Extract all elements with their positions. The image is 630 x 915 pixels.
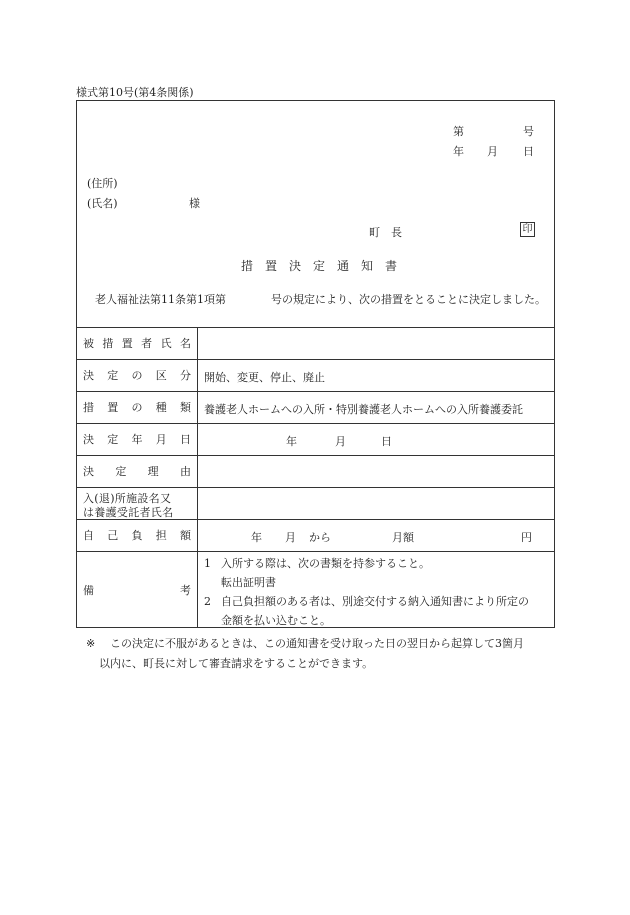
label-char: 定 [115, 465, 127, 478]
label-char: の [131, 369, 143, 382]
remarks-item [204, 573, 529, 592]
label-char: 決 [83, 433, 94, 446]
label-char: 措 [83, 401, 94, 414]
label-char: 月 [155, 433, 167, 446]
header-hi: 日 [523, 145, 534, 158]
name-label: (氏名) [87, 197, 118, 210]
label-char: 理 [147, 465, 159, 478]
label-char: 区 [155, 369, 167, 382]
body-text-start: 老人福祉法第11条第1項第 [95, 293, 226, 306]
label-char: 措 [102, 337, 114, 350]
label-char: の [131, 401, 143, 414]
remarks-num: 1 [204, 557, 211, 570]
column-divider [197, 327, 198, 628]
self-pay-label [83, 519, 191, 551]
label-char: 者 [141, 337, 153, 350]
decision-reason-label [83, 455, 191, 487]
footnote-text: この決定に不服があるときは、この通知書を受け取った日の翌日から起算して3箇月 [110, 637, 524, 650]
header-dai: 第 [453, 125, 464, 138]
label-char: 氏 [160, 337, 172, 350]
label-char: 決 [83, 369, 94, 382]
remarks-label [83, 551, 191, 628]
self-pay-en: 円 [521, 531, 532, 544]
self-pay-tsuki: 月 [285, 531, 296, 544]
label-char: 類 [180, 401, 191, 414]
seal-box: 印 [520, 222, 535, 237]
facility-label-line1: 入(退)所施設名又 [83, 492, 172, 505]
remarks-text: 自己負担額のある者は、別途交付する納入通知書により所定の [221, 595, 529, 608]
label-char: 自 [83, 529, 94, 542]
notice-form-frame [76, 100, 555, 628]
sama-label: 様 [189, 197, 200, 210]
remarks-text: 転出証明書 [221, 576, 276, 589]
label-char: 備 [83, 583, 94, 597]
label-char: 置 [107, 401, 119, 414]
remarks-list [204, 554, 529, 630]
remarks-text: 金額を払い込むこと。 [221, 614, 331, 627]
label-char: 分 [180, 369, 191, 382]
header-tsuki: 月 [487, 145, 498, 158]
label-char: 考 [180, 583, 191, 597]
label-char: 額 [180, 529, 191, 542]
footnote-mark: ※ [86, 637, 96, 650]
decision-type-label [83, 359, 191, 391]
document-title: 措 置 決 定 通 知 書 [241, 259, 398, 273]
label-char: 由 [179, 465, 191, 478]
form-number: 様式第10号(第4条関係) [76, 86, 194, 99]
self-pay-getsugaku: 月額 [392, 531, 414, 544]
label-char: 負 [131, 529, 143, 542]
decision-date-nen: 年 [286, 435, 297, 448]
label-char: 定 [107, 369, 119, 382]
row-divider [77, 487, 554, 488]
decision-type-value: 開始、変更、停止、廃止 [204, 371, 325, 384]
footnote-line2: 以内に、町長に対して審査請求をすることができます。 [99, 657, 374, 670]
decision-date-tsuki: 月 [335, 435, 346, 448]
body-text-end: 号の規定により、次の措置をとることに決定しました。 [271, 293, 546, 306]
label-char: 定 [107, 433, 119, 446]
self-pay-nen: 年 [251, 531, 262, 544]
decision-date-hi: 日 [381, 435, 392, 448]
footnote-line1 [86, 634, 556, 654]
remarks-text: 入所する際は、次の書類を持参すること。 [221, 557, 430, 570]
decision-date-label [83, 423, 191, 455]
label-char: 決 [83, 465, 94, 478]
sender-title: 町 長 [369, 226, 402, 239]
measure-kind-label [83, 391, 191, 423]
header-nen: 年 [453, 145, 464, 158]
facility-label-line2: は養護受託者氏名 [83, 506, 174, 519]
label-char: 年 [131, 433, 143, 446]
remarks-num: 2 [204, 595, 211, 608]
label-char: 己 [107, 529, 119, 542]
label-char: 名 [179, 337, 191, 350]
address-label: (住所) [87, 177, 118, 190]
footnote [86, 634, 556, 674]
measure-kind-value: 養護老人ホームへの入所・特別養護老人ホームへの入所養護委託 [204, 403, 523, 416]
header-go: 号 [523, 125, 534, 138]
label-char: 種 [155, 401, 167, 414]
remarks-item [204, 592, 529, 611]
label-char: 被 [83, 337, 94, 350]
self-pay-kara: から [309, 531, 331, 544]
remarks-item [204, 554, 529, 573]
label-char: 置 [121, 337, 133, 350]
seal-mark [520, 222, 535, 237]
label-char: 担 [155, 529, 167, 542]
label-char: 日 [180, 433, 191, 446]
subject-name-label [83, 327, 191, 359]
remarks-item [204, 611, 529, 630]
